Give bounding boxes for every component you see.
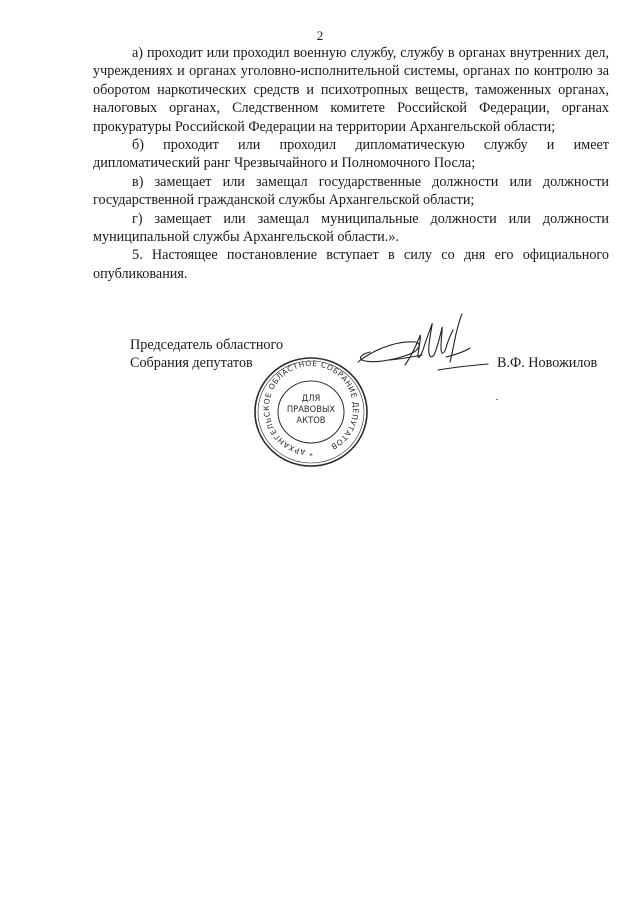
svg-text:АКТОВ: АКТОВ [296, 415, 326, 425]
paragraph-item-a: а) проходит или проходил военную службу, службу в органах внутренних дел, учреждениях и органах уголовно-исполнительной системы, органах по контролю за оборотом наркотических средств и психотропных веществ, таможенных органах, налоговых органах, Следственном комитете Российской Федерации, органах прокуратуры Российской Федерации на территории Архангельской области; [93, 45, 609, 135]
paragraph-clause-5: 5. Настоящее постановление вступает в силу со дня его официального опубликования. [93, 247, 609, 282]
page-number: 2 [316, 28, 324, 43]
paragraph-item-v: в) замещает или замещал государственные должности или должности государственной гражданской службы Архангельской области; [93, 173, 609, 209]
official-seal [251, 355, 371, 470]
svg-text:ПРАВОВЫХ: ПРАВОВЫХ [286, 404, 336, 414]
svg-text:АРХАНГЕЛЬСКОЕ ОБЛАСТНОЕ СОБРАН: АРХАНГЕЛЬСКОЕ ОБЛАСТНОЕ СОБРАНИЕ ДЕПУТАТОВ [262, 358, 361, 457]
signer-title-line-1: Председатель областного [130, 337, 284, 353]
svg-text:ДЛЯ: ДЛЯ [301, 393, 321, 403]
handwritten-signature [350, 310, 500, 385]
svg-text:*: * [309, 452, 313, 460]
paragraph-item-g: г) замещает или замещал муниципальные должности или должности муниципальной службы Архангельской области.». [93, 210, 609, 246]
scan-speck [496, 399, 498, 400]
signer-name: В.Ф. Новожилов [497, 355, 598, 371]
document-body [93, 44, 609, 283]
paragraph-item-b: б) проходит или проходил дипломатическую службу и имеет дипломатический ранг Чрезвычайного и Полномочного Посла; [93, 137, 609, 172]
signer-title-line-2: Собрания депутатов [130, 355, 253, 372]
